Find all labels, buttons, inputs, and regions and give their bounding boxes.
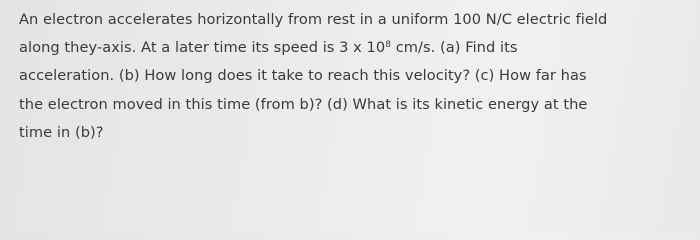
problem-line-3: acceleration. (b) How long does it take to reach this velocity? (c) How far has	[19, 67, 587, 85]
problem-line-2	[19, 34, 659, 62]
problem-line-2-tail: cm/s. (a) Find its	[391, 39, 518, 57]
problem-line-5: time in (b)?	[19, 123, 104, 141]
problem-line-4: the electron moved in this time (from b)? (d) What is its kinetic energy at the	[19, 95, 588, 113]
problem-line-1: An electron accelerates horizontally from rest in a uniform 100 N/C electric field	[19, 11, 608, 28]
problem-line-2-text: along they-axis. At a later time its speed is 3 x 10	[19, 39, 386, 57]
speed-exponent: 8	[385, 40, 391, 51]
problem-statement	[19, 6, 659, 147]
